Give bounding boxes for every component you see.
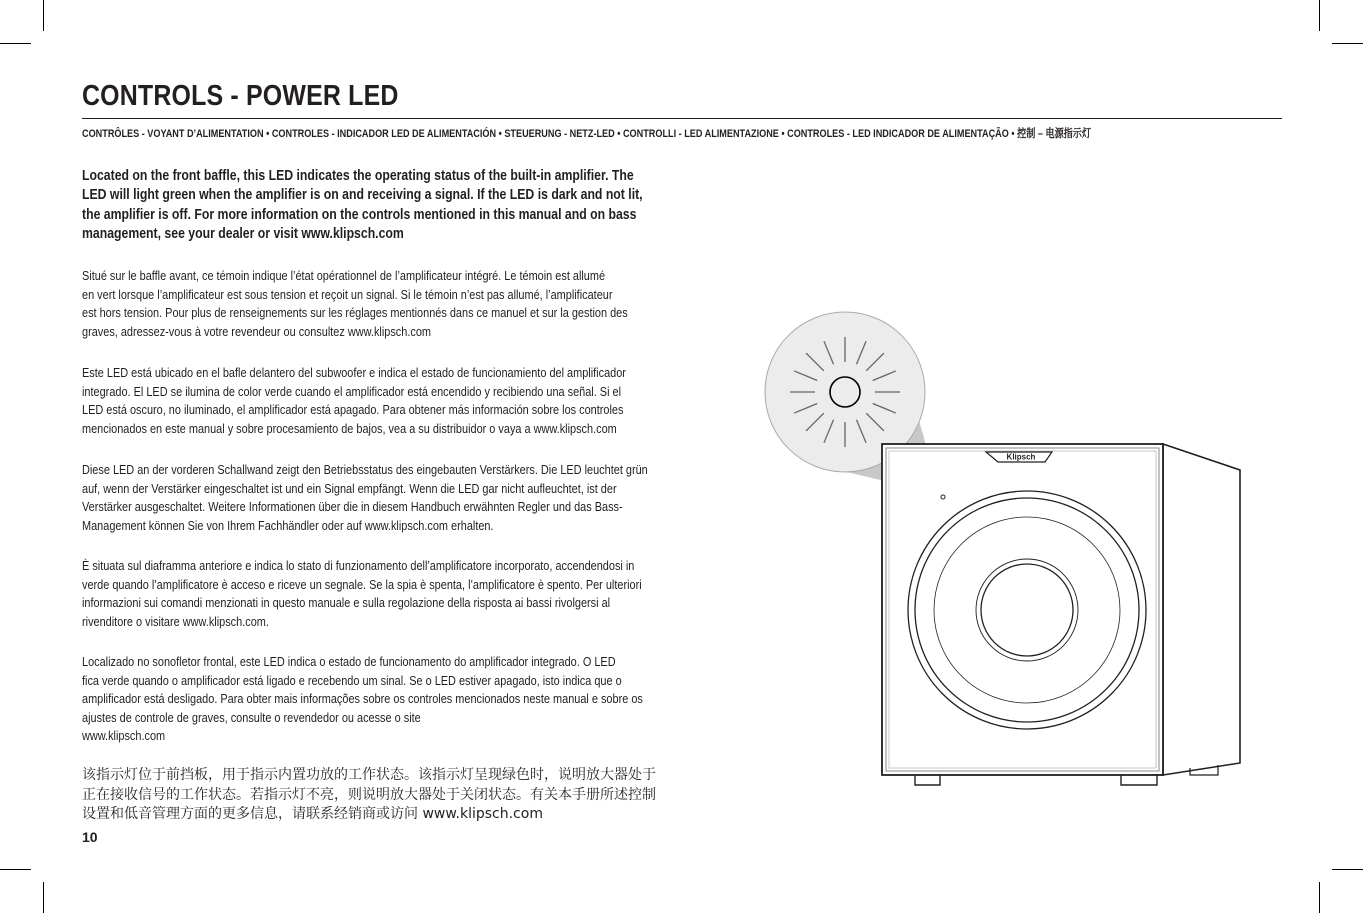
klipsch-logo: Klipsch bbox=[1006, 452, 1036, 462]
text-line: Localizado no sonofletor frontal, este LED indica o estado de funcionamento do amplificador integrado. O LED bbox=[82, 654, 616, 669]
text-line: www.klipsch.com bbox=[82, 728, 166, 744]
page-number: 10 bbox=[82, 829, 98, 845]
text-line: ajustes de controle de graves, consulte o revendedor ou acesse o site bbox=[82, 709, 421, 725]
text-line: Situé sur le baffle avant, ce témoin indique l’état opérationnel de l’amplificateur intégré. Le témoin est allumé bbox=[82, 268, 606, 283]
text-line: amplificador está desligado. Para obter mais informações sobre os controles mencionados neste manual e sobre os bbox=[82, 691, 643, 707]
text-line: management, see your dealer or visit www.klipsch.com bbox=[82, 225, 404, 242]
text-line: Este LED está ubicado en el bafle delantero del subwoofer e indica el estado de funcionamiento del amplificador bbox=[82, 365, 626, 380]
text-line: en vert lorsque l’amplificateur est sous tension et reçoit un signal. Si le témoin n’est pas allumé, l’amplificateur bbox=[82, 286, 613, 302]
text-line: È situata sul diaframma anteriore e indica lo stato di funzionamento dell’amplificatore incorporato, accendendosi in bbox=[82, 558, 635, 573]
text-line: LED está oscuro, no iluminado, el amplificador está apagado. Para obtener más información sobre los controles bbox=[82, 402, 624, 418]
text-line: integrado. El LED se ilumina de color verde cuando el amplificador está encendido y recibiendo una señal. Si el bbox=[82, 383, 622, 399]
led-magnified-icon bbox=[830, 377, 860, 407]
page-subtitle: CONTRÔLES - VOYANT D’ALIMENTATION • CONTROLES - INDICADOR LED DE ALIMENTACIÓN • STEUERUNG - NETZ-LED • CONTROLLI - LED ALIMENTAZIONE • CONTROLES - LED INDICADOR DE ALIMENTAÇÃO • 控制 – 电源指示灯 bbox=[82, 128, 1092, 140]
text-line: graves, adressez-vous à votre revendeur ou consultez www.klipsch.com bbox=[82, 323, 431, 339]
text-line: Diese LED an der vorderen Schallwand zeigt den Betriebsstatus des eingebauten Verstärkers. Die LED leuchtet grün bbox=[82, 462, 648, 477]
page-title: CONTROLS - POWER LED bbox=[82, 80, 399, 112]
cabinet-foot bbox=[915, 775, 940, 785]
text-line: mencionados en este manual y sobre procesamiento de bajos, vea a su distribuidor o vaya a www.klipsch.com bbox=[82, 420, 617, 436]
cabinet-side bbox=[1163, 444, 1240, 775]
text-line: Verstärker ausgeschaltet. Weitere Informationen über die in diesem Handbuch erwähnten Regler und das Bass- bbox=[82, 499, 623, 515]
text-line: Located on the front baffle, this LED indicates the operating status of the built-in amplifier. The bbox=[82, 168, 634, 184]
text-line: rivenditore o visitare www.klipsch.com. bbox=[82, 613, 269, 629]
text-line: 该指示灯位于前挡板，用于指示内置功放的工作状态。该指示灯呈现绿色时，说明放大器处于 bbox=[82, 767, 656, 783]
text-line: Management können Sie von Ihrem Fachhändler oder auf www.klipsch.com erhalten. bbox=[82, 517, 494, 533]
cabinet-front bbox=[882, 444, 1163, 775]
text-line: the amplifier is off. For more information on the controls mentioned in this manual and on bass bbox=[82, 206, 637, 223]
text-line: informazioni sui comandi menzionati in questo manuale e sulla regolazione della risposta ai bassi rivolgersi al bbox=[82, 595, 611, 611]
text-line: est hors tension. Pour plus de renseignements sur les réglages mentionnés dans ce manuel et sur la gestion des bbox=[82, 305, 628, 321]
text-line: LED will light green when the amplifier is on and receiving a signal. If the LED is dark and not lit, bbox=[82, 187, 643, 204]
text-line: auf, wenn der Verstärker eingeschaltet ist und ein Signal empfängt. Wenn die LED gar nicht aufleuchtet, ist der bbox=[82, 480, 617, 496]
text-line: 正在接收信号的工作状态。若指示灯不亮，则说明放大器处于关闭状态。有关本手册所述控制 bbox=[82, 786, 656, 803]
text-line: 设置和低音管理方面的更多信息，请联系经销商或访问 www.klipsch.com bbox=[82, 806, 543, 823]
text-line: fica verde quando o amplificador está ligado e recebendo um sinal. Se o LED estiver apagado, isto indica que o bbox=[82, 672, 622, 688]
text-line: verde quando l’amplificatore è acceso e riceve un segnale. Se la spia è spenta, l’amplificatore è spento. Per ulteriori bbox=[82, 576, 642, 592]
